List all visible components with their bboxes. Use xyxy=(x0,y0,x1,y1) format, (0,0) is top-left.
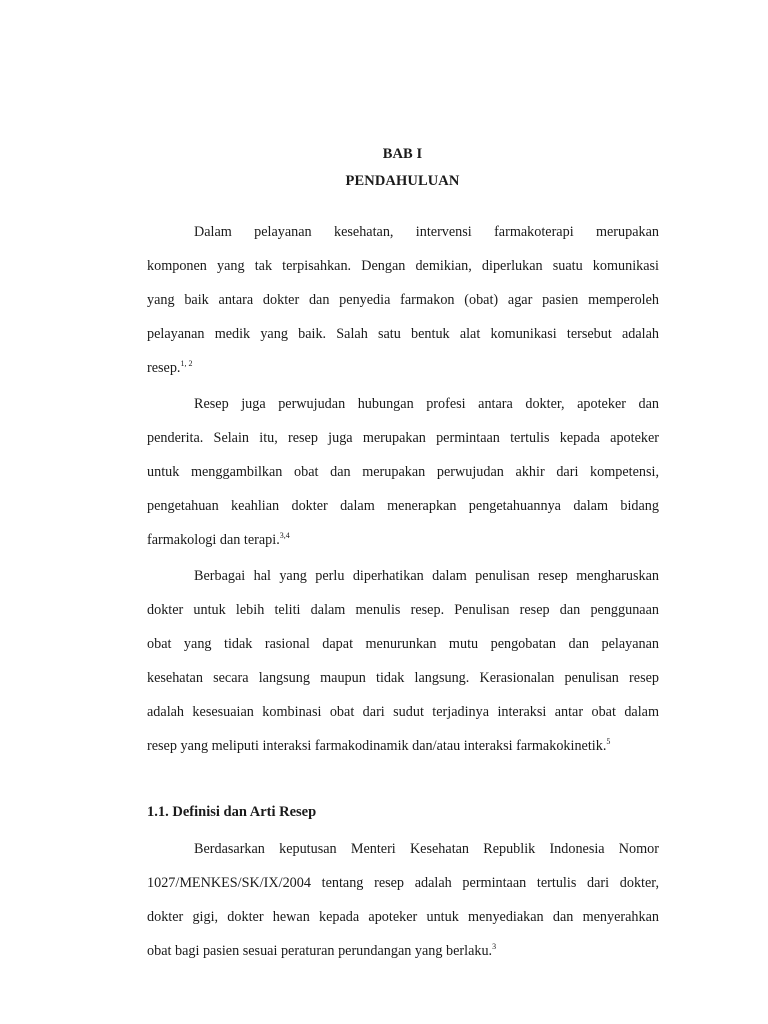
paragraph-line: dokter untuk lebih teliti dalam menulis resep. Penulisan resep dan penggunaan xyxy=(147,602,659,618)
chapter-title: PENDAHULUAN xyxy=(345,173,460,189)
paragraph-line: resep. xyxy=(147,360,181,376)
citation-superscript: 1, 2 xyxy=(180,359,193,368)
paragraph-line: pengetahuan keahlian dokter dalam menerapkan pengetahuannya dalam bidang xyxy=(147,498,659,514)
paragraph-line: dokter gigi, dokter hewan kepada apoteker untuk menyediakan dan menyerahkan xyxy=(147,909,659,925)
paragraph-line: untuk menggambilkan obat dan merupakan perwujudan akhir dari kompetensi, xyxy=(147,464,659,480)
paragraph-last-line xyxy=(147,934,659,968)
paragraph-line: obat yang tidak rasional dapat menurunkan mutu pengobatan dan pelayanan xyxy=(147,636,659,652)
paragraph-last-line xyxy=(147,523,659,557)
citation-superscript: 5 xyxy=(606,737,611,746)
paragraph-line: obat bagi pasien sesuai peraturan perundangan yang berlaku. xyxy=(147,943,493,959)
paragraph-resep-relationship xyxy=(147,387,659,557)
paragraph-rational-prescribing xyxy=(147,559,659,763)
paragraph-line: Resep juga perwujudan hubungan profesi antara dokter, apoteker dan xyxy=(194,396,659,412)
paragraph-line: yang baik antara dokter dan penyedia farmakon (obat) agar pasien memperoleh xyxy=(147,292,659,308)
citation-superscript: 3,4 xyxy=(279,531,290,540)
paragraph-last-line xyxy=(147,729,659,763)
paragraph-intro xyxy=(147,215,659,385)
paragraph-line: resep yang meliputi interaksi farmakodinamik dan/atau interaksi farmakokinetik. xyxy=(147,738,607,754)
paragraph-definition xyxy=(147,832,659,968)
paragraph-line: Berbagai hal yang perlu diperhatikan dalam penulisan resep mengharuskan xyxy=(194,568,659,584)
paragraph-line: Berdasarkan keputusan Menteri Kesehatan Republik Indonesia Nomor xyxy=(194,841,659,857)
paragraph-line: kesehatan secara langsung maupun tidak langsung. Kerasionalan penulisan resep xyxy=(147,670,659,686)
paragraph-line: komponen yang tak terpisahkan. Dengan demikian, diperlukan suatu komunikasi xyxy=(147,258,659,274)
paragraph-line: Dalam pelayanan kesehatan, intervensi farmakoterapi merupakan xyxy=(194,224,659,240)
paragraph-last-line xyxy=(147,351,659,385)
paragraph-line: pelayanan medik yang baik. Salah satu bentuk alat komunikasi tersebut adalah xyxy=(147,326,659,342)
chapter-number: BAB I xyxy=(382,146,423,162)
section-heading: 1.1. Definisi dan Arti Resep xyxy=(147,804,317,820)
paragraph-line: farmakologi dan terapi. xyxy=(147,532,280,548)
paragraph-line: adalah kesesuaian kombinasi obat dari sudut terjadinya interaksi antar obat dalam xyxy=(147,704,659,720)
paragraph-line: penderita. Selain itu, resep juga merupakan permintaan tertulis kepada apoteker xyxy=(147,430,659,446)
paragraph-line: 1027/MENKES/SK/IX/2004 tentang resep adalah permintaan tertulis dari dokter, xyxy=(147,875,659,891)
citation-superscript: 3 xyxy=(492,942,497,951)
